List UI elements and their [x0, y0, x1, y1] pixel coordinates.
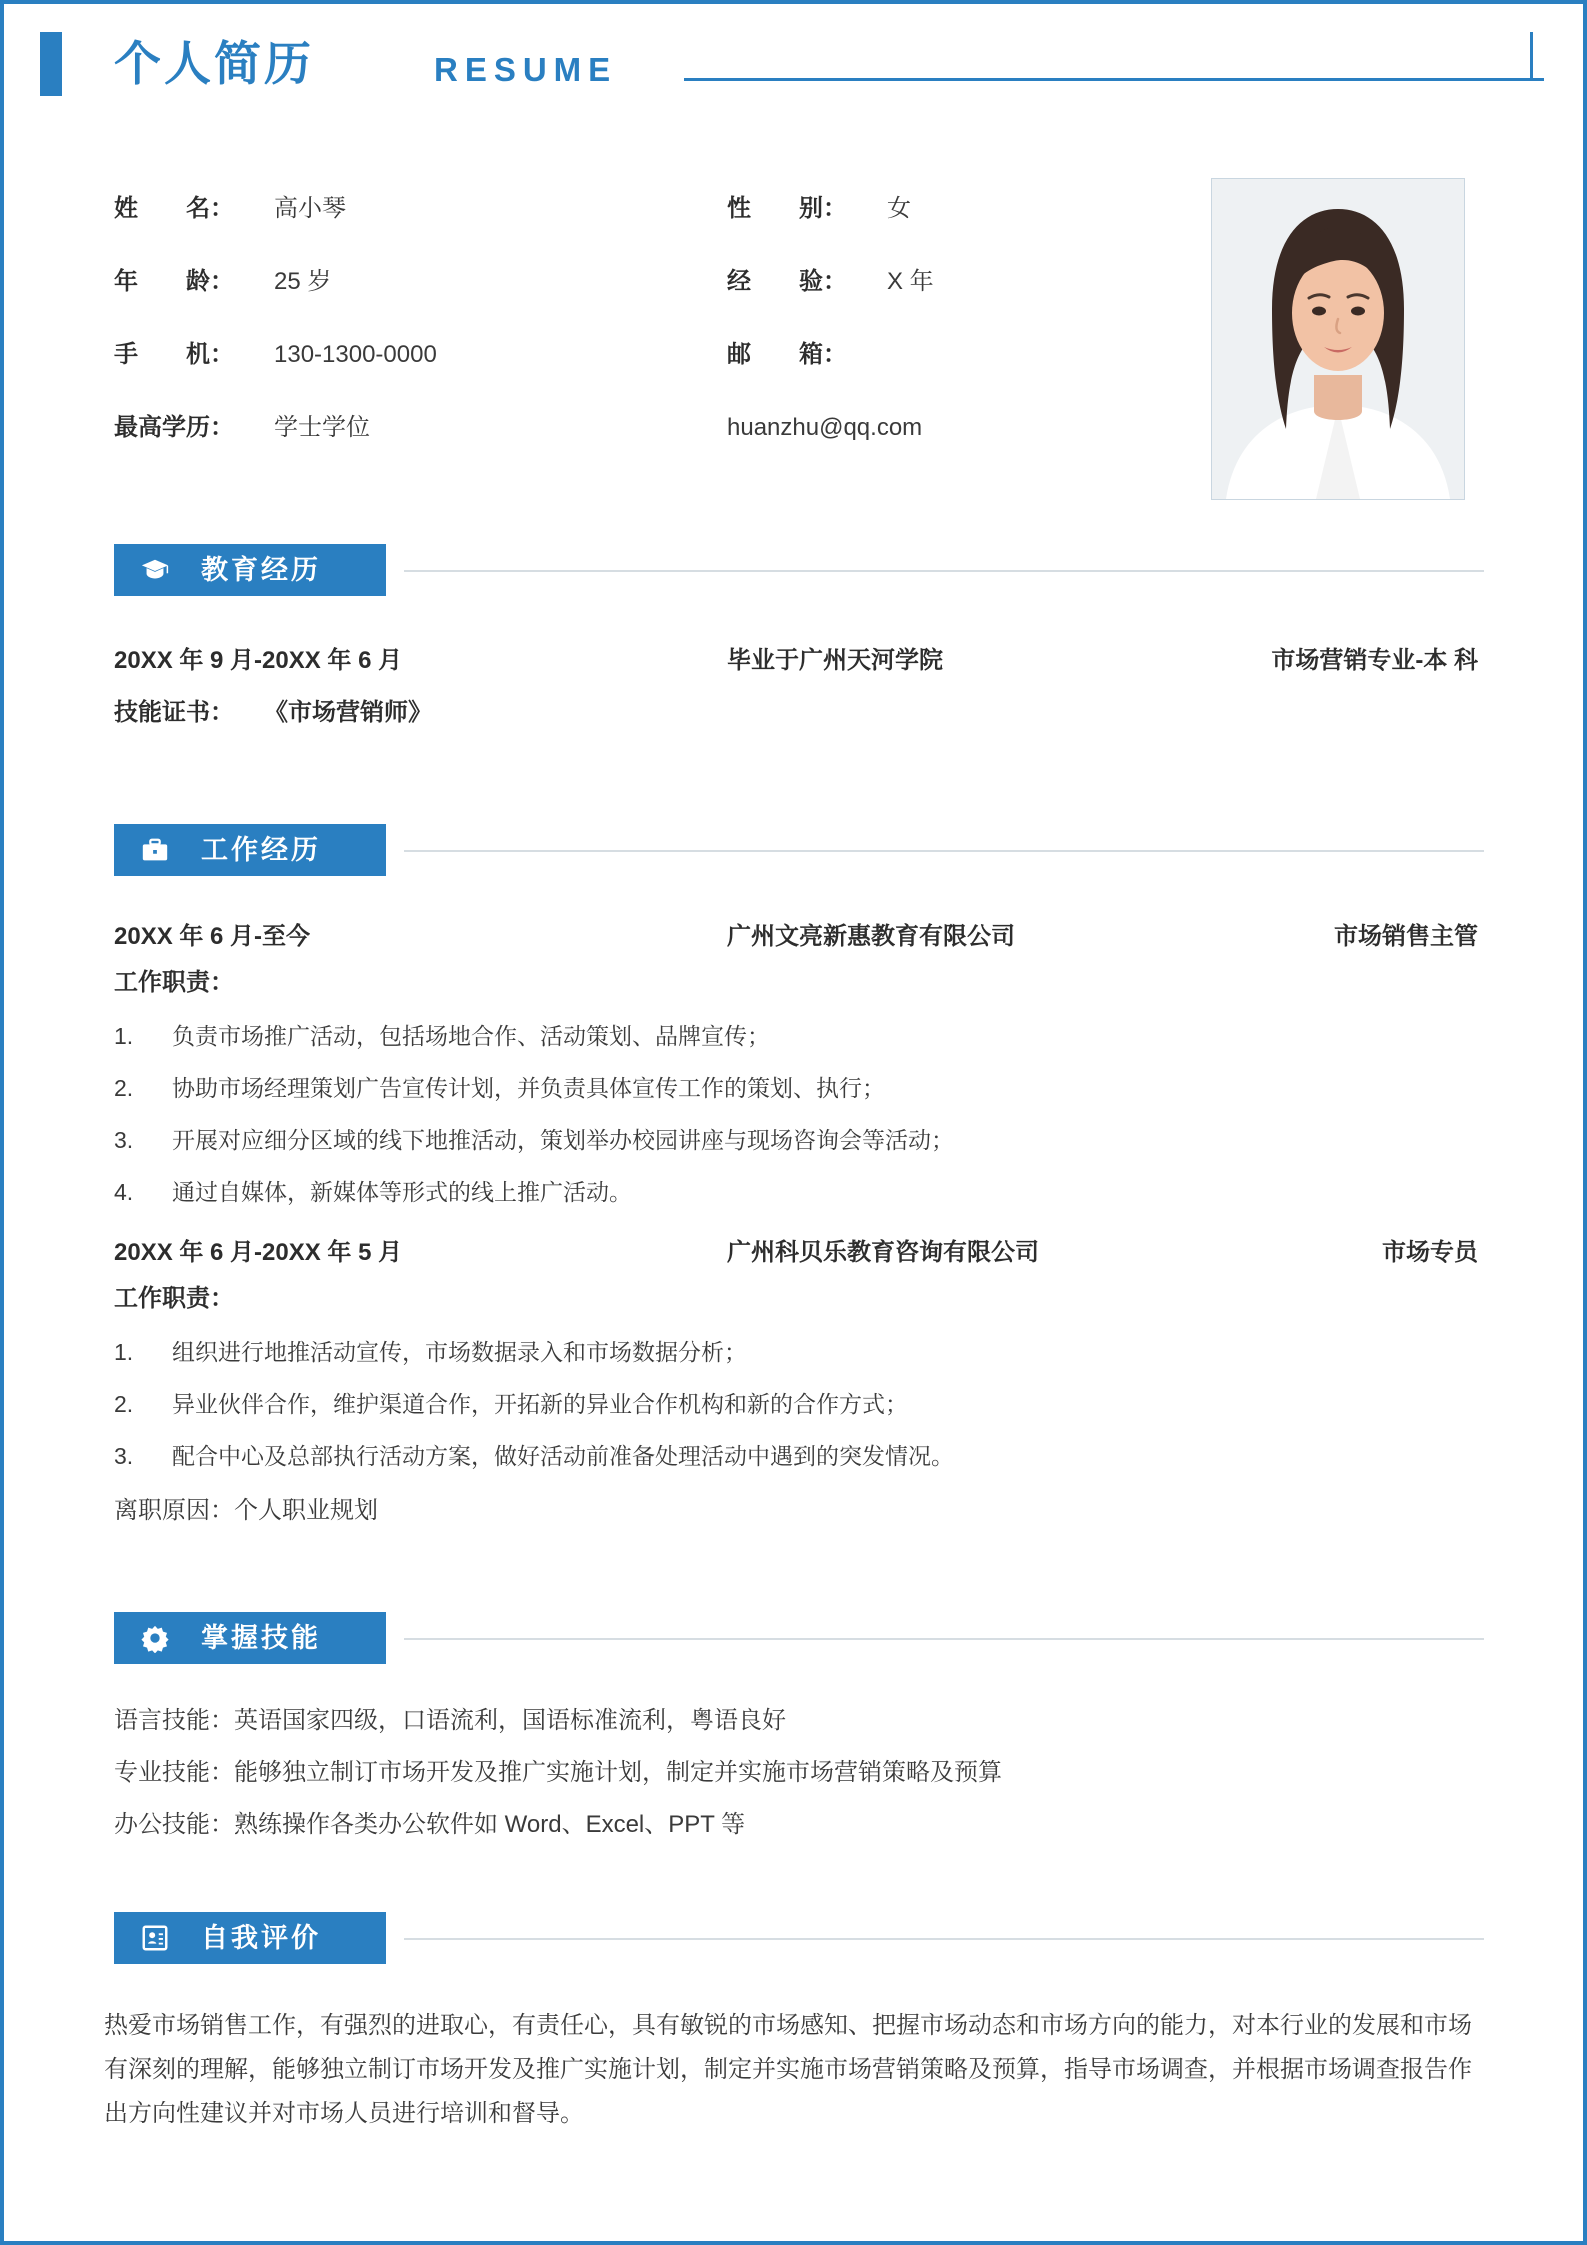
job-role: 市场销售主管	[1334, 923, 1478, 950]
info-label-name: 姓 名：	[114, 195, 234, 222]
info-value-age: 25 岁	[274, 268, 332, 295]
section-rule	[404, 570, 1484, 572]
section-title: 自我评价	[201, 1923, 321, 1953]
section-header-education	[114, 544, 1484, 596]
info-label-experience: 经 验：	[727, 268, 847, 295]
job-duty-label: 工作职责：	[114, 969, 234, 996]
list-marker: 1.	[114, 1023, 134, 1049]
info-row	[114, 413, 674, 443]
job-company: 广州文亮新惠教育有限公司	[727, 923, 1015, 950]
basic-info-block	[4, 154, 1583, 484]
list-marker: 3.	[114, 1127, 134, 1153]
section-title: 掌握技能	[201, 1623, 321, 1653]
info-value-experience: X 年	[887, 268, 934, 295]
info-label-age: 年 龄：	[114, 268, 234, 295]
list-marker: 3.	[114, 1443, 134, 1469]
info-value-email: huanzhu@qq.com	[727, 414, 923, 441]
education-cert-value: 《市场营销师》	[264, 699, 432, 726]
page-header	[4, 4, 1583, 124]
job-date: 20XX 年 6 月-至今	[114, 923, 311, 950]
education-school: 毕业于广州天河学院	[727, 647, 943, 674]
self-eval-text: 热爱市场销售工作，有强烈的进取心，有责任心，具有敏锐的市场感知、把握市场动态和市场方向的能力，对本行业的发展和市场有深刻的理解，能够独立制订市场开发及推广实施计划，制定并实施市场营销策略及预算，指导市场调查，并根据市场调查报告作出方向性建议并对市场人员进行培训和督导。	[104, 2012, 1472, 2127]
info-value-name: 高小琴	[274, 195, 346, 222]
section-header-self-eval	[114, 1912, 1484, 1964]
info-label-gender: 性 别：	[727, 195, 847, 222]
briefcase-icon	[140, 835, 170, 865]
education-major: 市场营销专业-本 科	[1271, 647, 1478, 674]
list-marker: 1.	[114, 1339, 134, 1365]
section-header-work	[114, 824, 1484, 876]
section-header-skills	[114, 1612, 1484, 1664]
job-duty-label: 工作职责：	[114, 1285, 234, 1312]
job-company: 广州科贝乐教育咨询有限公司	[727, 1239, 1039, 1266]
list-item: 协助市场经理策划广告宣传计划，并负责具体宣传工作的策划、执行；	[172, 1075, 885, 1101]
list-marker: 2.	[114, 1075, 134, 1101]
info-row	[727, 194, 1227, 224]
info-row	[114, 267, 674, 297]
info-label-education: 最高学历：	[114, 414, 234, 441]
section-rule	[404, 1938, 1484, 1940]
job-date: 20XX 年 6 月-20XX 年 5 月	[114, 1239, 403, 1266]
info-label-phone: 手 机：	[114, 341, 234, 368]
avatar	[1211, 178, 1465, 500]
info-row	[727, 267, 1227, 297]
section-rule	[404, 1638, 1484, 1640]
education-date: 20XX 年 9 月-20XX 年 6 月	[114, 647, 403, 674]
list-marker: 4.	[114, 1179, 134, 1205]
info-value-education: 学士学位	[274, 414, 370, 441]
graduation-cap-icon	[140, 555, 170, 585]
info-row	[727, 413, 1227, 443]
skill-line: 语言技能：英语国家四级，口语流利，国语标准流利，粤语良好	[114, 1707, 786, 1734]
info-row	[114, 340, 674, 370]
section-title: 工作经历	[201, 835, 321, 865]
gear-icon	[140, 1623, 170, 1653]
info-row	[727, 340, 1227, 370]
list-item: 负责市场推广活动，包括场地合作、活动策划、品牌宣传；	[172, 1023, 770, 1049]
header-divider	[684, 78, 1544, 81]
list-item: 组织进行地推活动宣传，市场数据录入和市场数据分析；	[172, 1339, 747, 1365]
page-title-en: RESUME	[434, 51, 618, 88]
list-item: 异业伙伴合作，维护渠道合作，开拓新的异业合作机构和新的合作方式；	[172, 1391, 908, 1417]
info-value-phone: 130-1300-0000	[274, 341, 437, 368]
id-card-icon	[140, 1923, 170, 1953]
list-item: 配合中心及总部执行活动方案，做好活动前准备处理活动中遇到的突发情况。	[172, 1443, 954, 1469]
info-row	[114, 194, 674, 224]
skill-line: 办公技能：熟练操作各类办公软件如 Word、Excel、PPT 等	[114, 1811, 746, 1838]
list-item: 开展对应细分区域的线下地推活动，策划举办校园讲座与现场咨询会等活动；	[172, 1127, 954, 1153]
skill-line: 专业技能：能够独立制订市场开发及推广实施计划，制定并实施市场营销策略及预算	[114, 1759, 1002, 1786]
header-accent-bar	[40, 32, 62, 96]
job-leave-reason: 离职原因：个人职业规划	[114, 1497, 378, 1524]
page-title: 个人简历	[114, 37, 314, 90]
job-role: 市场专员	[1382, 1239, 1478, 1266]
header-divider-vertical	[1530, 32, 1533, 81]
section-rule	[404, 850, 1484, 852]
info-value-gender: 女	[887, 195, 911, 222]
avatar-photo-icon	[1212, 179, 1464, 499]
info-label-email: 邮 箱：	[727, 341, 847, 368]
list-item: 通过自媒体，新媒体等形式的线上推广活动。	[172, 1179, 632, 1205]
education-cert-label: 技能证书：	[114, 699, 234, 726]
list-marker: 2.	[114, 1391, 134, 1417]
section-title: 教育经历	[201, 555, 321, 585]
